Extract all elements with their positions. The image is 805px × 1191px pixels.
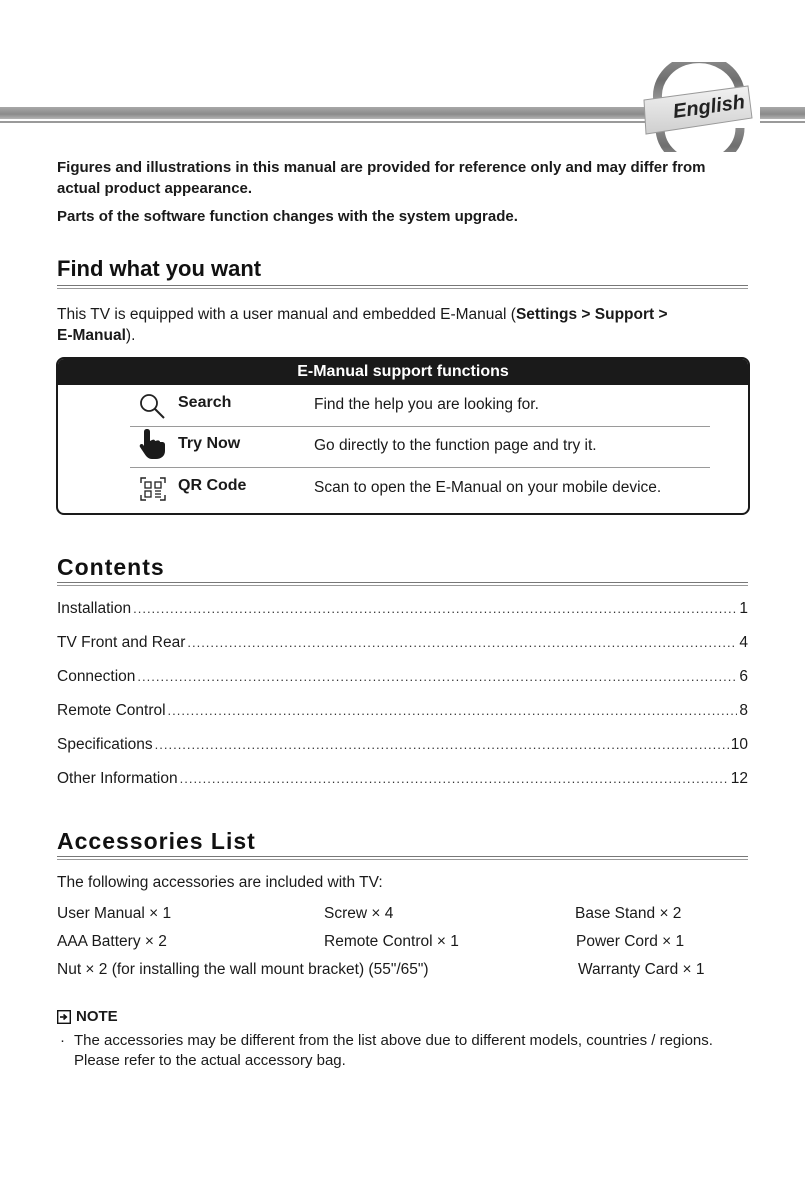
accessories-rule [57,856,748,857]
find-rule-2 [57,288,748,289]
emanual-box-header: E-Manual support functions [58,359,748,385]
toc-entry-page: 6 [739,668,748,685]
find-para-path: Settings > Support > [515,306,668,323]
header-band-left [0,107,648,119]
accessories-intro: The following accessories are included with TV: [57,874,383,891]
find-para-end: ). [125,327,136,344]
note-heading [57,1008,118,1025]
toc-entry-page: 12 [730,770,748,787]
toc-leader-dots [137,669,737,684]
emanual-row-name: Try Now [178,435,241,452]
note-bullet: · [60,1032,65,1049]
toc-leader-dots [187,635,737,650]
contents-rule-2 [57,585,748,586]
search-icon [138,392,168,420]
contents-section-title: Contents [57,554,165,580]
toc-entry-page: 10 [730,736,748,753]
toc-entry[interactable] [57,668,748,688]
toc-entry-title: Other Information [57,770,178,787]
toc-entry[interactable] [57,770,748,790]
header-band-line-right [760,121,805,123]
emanual-row-search [130,386,710,427]
accessory-item: User Manual × 1 [57,905,172,922]
contents-rule [57,582,748,583]
note-arrow-icon [57,1010,71,1024]
accessory-item: Warranty Card × 1 [578,961,705,978]
toc-entry-title: Installation [57,600,132,617]
find-section-title: Find what you want [57,256,262,281]
find-rule [57,285,748,286]
note-text: The accessories may be different from the list above due to different models, countries / regions. Please refer to the actual accessory bag. [74,1032,713,1069]
accessory-item: Power Cord × 1 [576,933,685,950]
toc-leader-dots [180,771,729,786]
toc-entry[interactable] [57,736,748,756]
toc-leader-dots [133,601,737,616]
find-paragraph [57,304,747,346]
language-badge [636,62,754,152]
toc-leader-dots [155,737,729,752]
toc-entry-page: 4 [739,634,748,651]
accessory-item: Remote Control × 1 [324,933,459,950]
accessories-section-title: Accessories List [57,828,256,854]
accessory-item: AAA Battery × 2 [57,933,167,950]
toc-entry-title: Specifications [57,736,153,753]
toc-entry-page: 1 [739,600,748,617]
intro-upgrade-note: Parts of the software function changes with the system upgrade. [57,208,518,225]
toc-entry[interactable] [57,600,748,620]
emanual-row-desc: Find the help you are looking for. [314,396,539,413]
accessory-item: Screw × 4 [324,905,394,922]
pointer-hand-icon [138,433,168,461]
emanual-row-try-now [130,427,710,468]
accessory-item: Base Stand × 2 [575,905,682,922]
toc-leader-dots [168,703,738,718]
find-para-text: This TV is equipped with a user manual and embedded E-Manual ( [57,306,516,323]
toc-entry-page: 8 [739,702,748,719]
accessories-rule-2 [57,859,748,860]
toc-entry[interactable] [57,702,748,722]
note-label: NOTE [76,1008,118,1025]
emanual-row-desc: Go directly to the function page and try it. [314,437,597,454]
intro-disclaimer: Figures and illustrations in this manual are provided for reference only and may differ from actual product appearance. [57,159,706,197]
toc-entry[interactable] [57,634,748,654]
header-band-line [0,121,648,123]
emanual-row-desc: Scan to open the E-Manual on your mobile device. [314,479,662,496]
language-label: English [671,91,747,123]
note-body [60,1031,740,1071]
emanual-row-qr-code [130,469,710,509]
accessory-item: Nut × 2 (for installing the wall mount bracket) (55"/65") [57,961,429,978]
toc-entry-title: TV Front and Rear [57,634,186,651]
emanual-row-name: QR Code [178,477,247,494]
toc-entry-title: Connection [57,668,136,685]
emanual-row-name: Search [178,394,232,411]
toc-entry-title: Remote Control [57,702,166,719]
header-band-right [760,107,805,119]
qr-code-icon [138,475,168,503]
emanual-functions-box [56,357,750,515]
find-para-emanual: E-Manual [57,327,126,344]
